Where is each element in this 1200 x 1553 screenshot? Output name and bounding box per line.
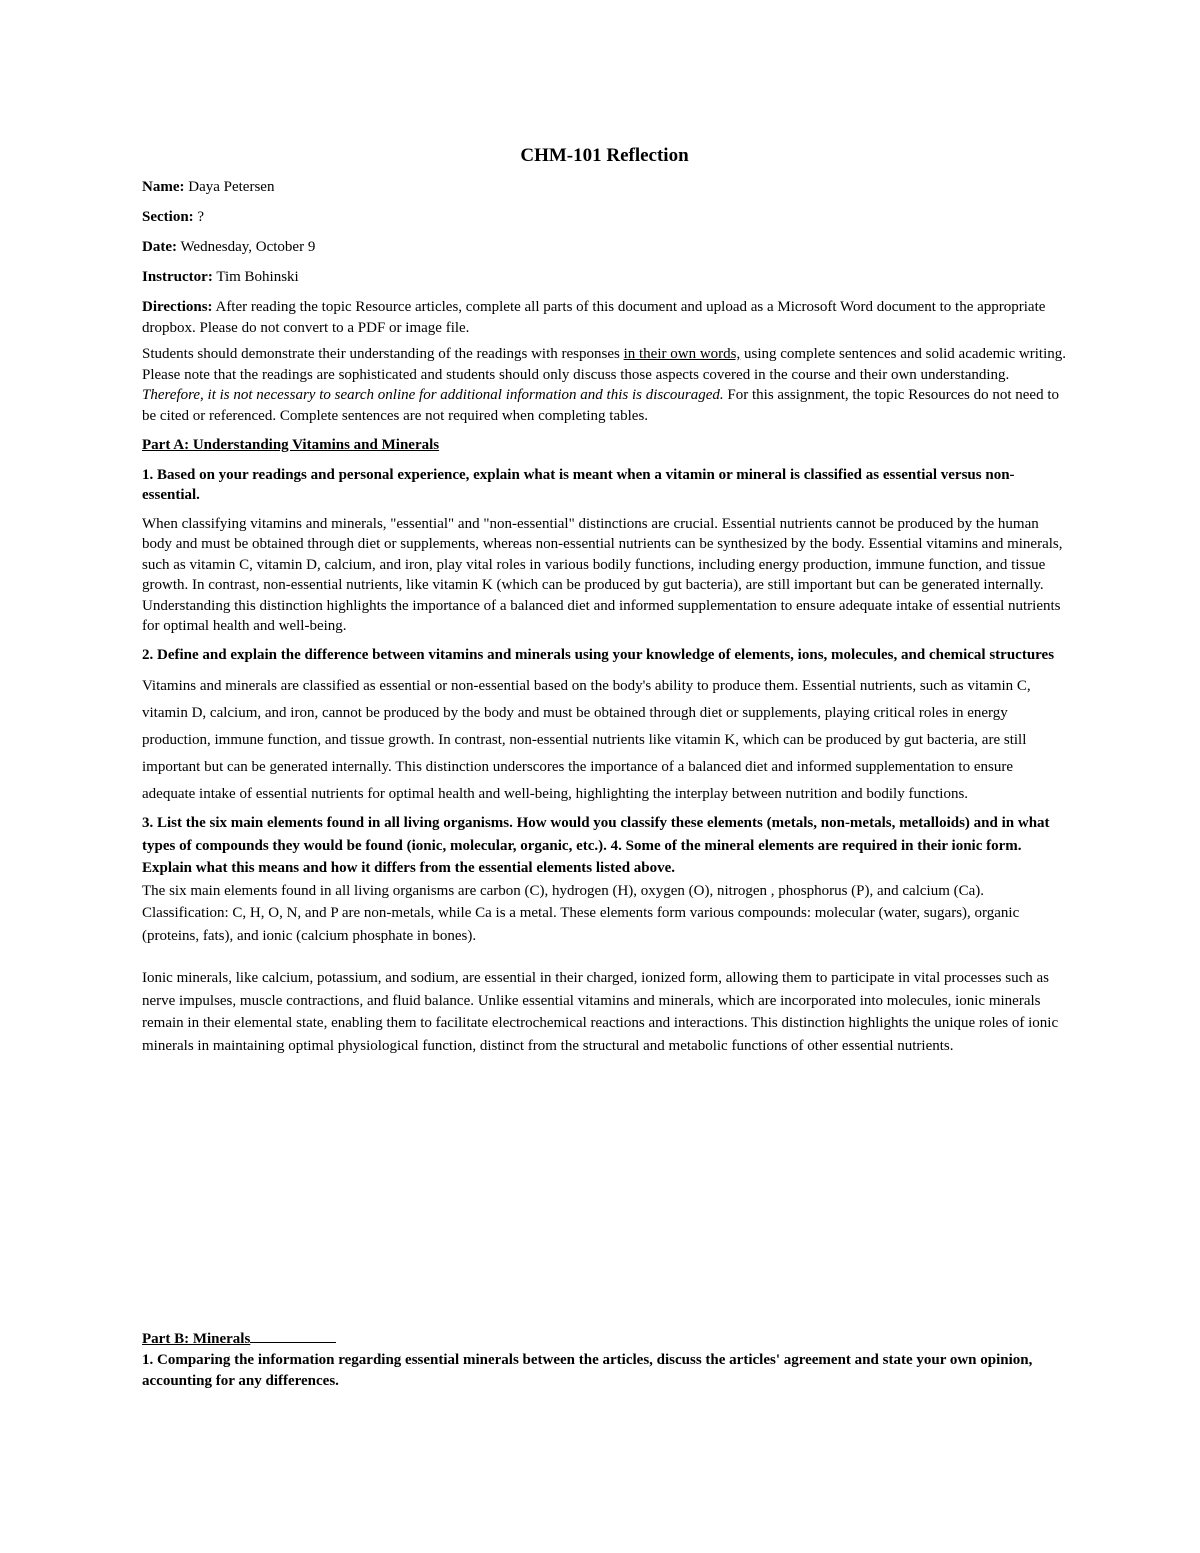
part-a-heading: Part A: Understanding Vitamins and Minerals	[142, 437, 440, 453]
date-label: Date:	[142, 239, 177, 255]
directions-paragraph	[142, 297, 1067, 338]
section-field	[142, 207, 1067, 228]
part-a-answer-3b: Ionic minerals, like calcium, potassium, and sodium, are essential in their charged, ionized form, allowing them to participate in vital processes such as nerve impulses, muscle contractions, and fluid balance. Unlike essential vitamins and minerals, which are incorporated into molecules, ionic minerals remain in their elemental state, enabling them to facilitate electrochemical reactions and interactions. This distinction highlights the unique roles of ionic minerals in maintaining optimal physiological function, distinct from the structural and metabolic functions of other essential nutrients.	[142, 970, 1059, 1054]
date-value: Wednesday, October 9	[180, 239, 316, 255]
section-label: Section:	[142, 209, 194, 225]
document-body	[142, 144, 1067, 1057]
name-field	[142, 177, 1067, 198]
name-label: Name:	[142, 179, 185, 195]
students-text-2: using complete sentences and solid academic writing. Please note that the readings are sophisticated and students should only discuss those aspects covered in the course and their own understanding.	[142, 346, 1066, 383]
part-a-question-2: 2. Define and explain the difference between vitamins and minerals using your knowledge of elements, ions, molecules, and chemical structures	[142, 646, 1055, 663]
date-field	[142, 237, 1067, 258]
page-title: CHM-101 Reflection	[520, 145, 689, 166]
students-text-1: Students should demonstrate their understanding of the readings with responses	[142, 346, 624, 362]
directions-label: Directions:	[142, 299, 213, 315]
part-a-answer-2: Vitamins and minerals are classified as essential or non-essential based on the body's ability to produce them. Essential nutrients, such as vitamin C, vitamin D, calcium, and iron, cannot be produced by the body and must be obtained through diet or supplements, playing critical roles in energy production, immune function, and tissue growth. In contrast, non-essential nutrients like vitamin K, which can be produced by gut bacteria, are still important but can be generated internally. This distinction underscores the importance of a balanced diet and informed supplementation to ensure adequate intake of essential nutrients for optimal health and well-being, highlighting the interplay between nutrition and bodily functions.	[142, 678, 1031, 802]
part-b-heading-text: Part B: Minerals	[142, 1331, 251, 1347]
part-b-heading	[142, 1327, 1067, 1350]
part-a-question-1: 1. Based on your readings and personal experience, explain what is meant when a vitamin or mineral is classified as essential versus non-essential.	[142, 466, 1015, 503]
name-value: Daya Petersen	[188, 179, 275, 195]
students-paragraph	[142, 344, 1067, 426]
spacer	[142, 947, 1067, 967]
part-b-section	[142, 1327, 1067, 1393]
part-a-question-3: 3. List the six main elements found in all living organisms. How would you classify these elements (metals, non-metals, metalloids) and in what types of compounds they would be found (ionic, molecular, organic, etc.). 4. Some of the mineral elements are required in their ionic form. Explain what this means and how it differs from the essential elements listed above.	[142, 815, 1050, 876]
part-b-question-1: 1. Comparing the information regarding essential minerals between the articles, discuss the articles' agreement and state your own opinion, accounting for any differences.	[142, 1351, 1033, 1389]
students-text-3: For this assignment, the topic Resources do not need to be cited or referenced. Complete sentences are not required when completing tables.	[142, 387, 1060, 424]
part-a-answer-3a: The six main elements found in all living organisms are carbon (C), hydrogen (H), oxygen (O), nitrogen , phosphorus (P), and calcium (Ca). Classification: C, H, O, N, and P are non-metals, while Ca is a metal. These elements form various compounds: molecular (water, sugars), organic (proteins, fats), and ionic (calcium phosphate in bones).	[142, 882, 1020, 944]
instructor-field	[142, 267, 1067, 288]
instructor-value: Tim Bohinski	[216, 269, 299, 285]
part-b-underline	[250, 1327, 336, 1343]
part-a-answer-1: When classifying vitamins and minerals, "essential" and "non-essential" distinctions are crucial. Essential nutrients cannot be produced by the human body and must be obtained through diet or supplements, whereas non-essential nutrients can be synthesized by the body. Essential vitamins and minerals, such as vitamin C, vitamin D, calcium, and iron, play vital roles in various bodily functions, including energy production, immune function, and tissue growth. In contrast, non-essential nutrients, like vitamin K (which can be produced by gut bacteria), are still important but can be generated internally. Understanding this distinction highlights the importance of a balanced diet and informed supplementation to ensure adequate intake of essential nutrients for optimal health and well-being.	[142, 515, 1063, 634]
section-value: ?	[197, 209, 205, 225]
directions-text: After reading the topic Resource articles, complete all parts of this document and upload as a Microsoft Word document to the appropriate dropbox. Please do not convert to a PDF or image file.	[142, 299, 1046, 336]
instructor-label: Instructor:	[142, 269, 213, 285]
students-underlined: in their own words,	[623, 346, 741, 362]
students-italic: Therefore, it is not necessary to search online for additional information and this is discouraged.	[142, 387, 724, 403]
